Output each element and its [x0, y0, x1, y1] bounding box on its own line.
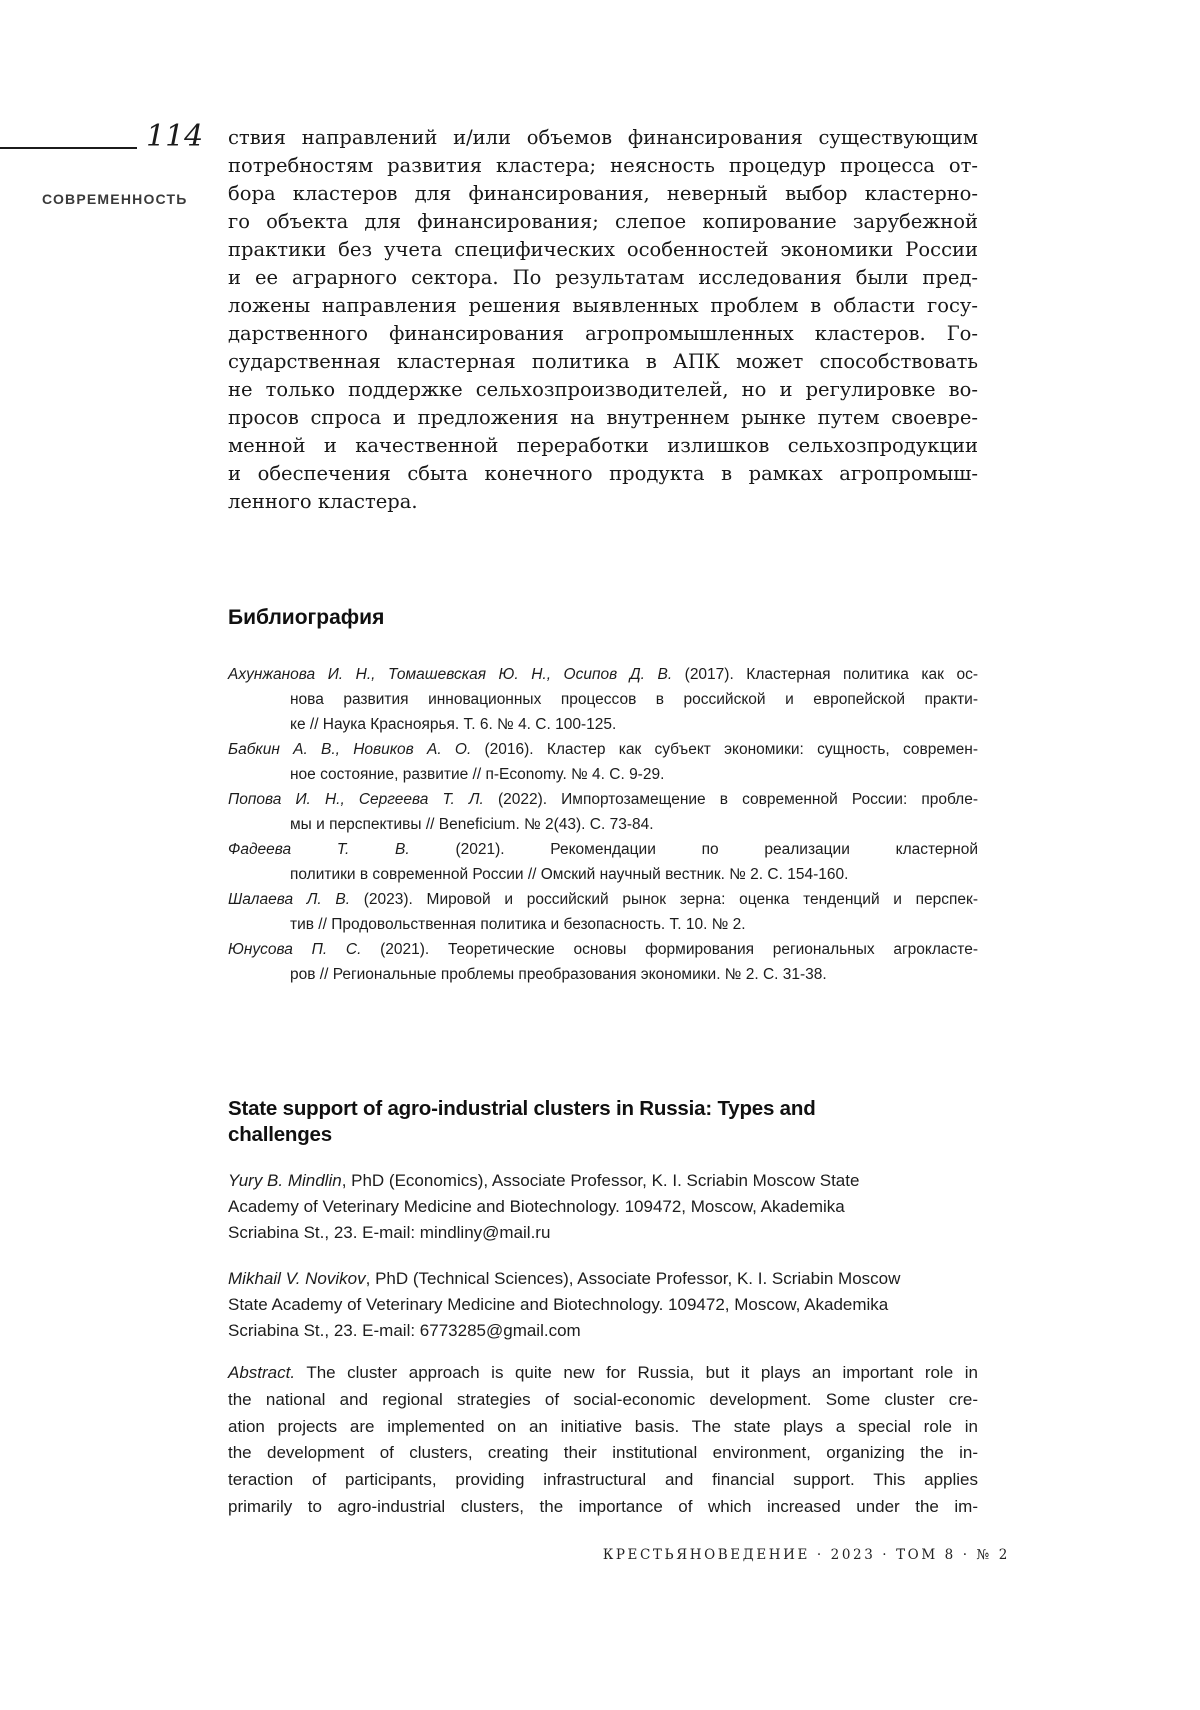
bibliography-entry	[228, 887, 978, 937]
bibliography-heading: Библиография	[228, 606, 385, 629]
author-affiliation-en	[228, 1168, 978, 1246]
bib-entry-line: ке // Наука Красноярья. Т. 6. № 4. С. 100-125.	[290, 716, 617, 733]
body-line: не только поддержке сельхозпроизводителей, но и регулировке во-	[228, 378, 978, 401]
bib-text: (2016). Кластер как субъект экономики: сущность, современ-	[471, 741, 978, 758]
body-line: сударственная кластерная политика в АПК может способствовать	[228, 350, 978, 373]
author-details: , PhD (Economics), Associate Professor, K. I. Scriabin Moscow State	[341, 1171, 860, 1190]
bibliography-list	[228, 662, 978, 987]
body-line: практики без учета специфических особенностей экономики России	[228, 238, 978, 261]
body-line: дарственного финансирования агропромышленных кластеров. Го-	[228, 322, 978, 345]
bibliography-entry	[228, 737, 978, 787]
bibliography-entry	[228, 787, 978, 837]
section-rubric: СОВРЕМЕННОСТЬ	[42, 191, 188, 207]
abstract-line: the development of clusters, creating their institutional environment, organizing the in-	[228, 1443, 978, 1463]
abstract-line: teraction of participants, providing infrastructural and financial support. This applies	[228, 1470, 978, 1490]
author-line	[228, 1266, 978, 1292]
bib-entry-line: ное состояние, развитие // п-Economy. № 4. С. 9-29.	[290, 766, 665, 783]
lead-paragraph	[228, 124, 978, 516]
abstract-text: The cluster approach is quite new for Russia, but it plays an important role in	[306, 1363, 978, 1382]
body-line: бора кластеров для финансирования, неверный выбор кластерно-	[228, 182, 978, 205]
english-title	[228, 1096, 998, 1148]
author-line: Scriabina St., 23. E-mail: mindliny@mail.ru	[228, 1223, 551, 1242]
body-line: менной и качественной переработки излишков сельхозпродукции	[228, 434, 978, 457]
bib-entry-line	[228, 887, 978, 912]
author-name: Mikhail V. Novikov	[228, 1269, 366, 1288]
abstract-line: ation projects are implemented on an initiative basis. The state plays a special role in	[228, 1416, 978, 1436]
bib-authors: Юнусова П. С.	[228, 941, 362, 958]
author-line	[228, 1168, 978, 1194]
body-line: просов спроса и предложения на внутреннем рынке путем своевре-	[228, 406, 978, 429]
bib-authors: Бабкин А. В., Новиков А. О.	[228, 741, 472, 758]
abstract-line	[228, 1360, 978, 1387]
bib-authors: Шалаева Л. В.	[228, 891, 351, 908]
abstract-line: primarily to agro-industrial clusters, the importance of which increased under the im-	[228, 1496, 978, 1516]
body-line: ложены направления решения выявленных проблем в области госу-	[228, 294, 978, 317]
bib-entry-line: ров // Региональные проблемы преобразования экономики. № 2. С. 31-38.	[290, 966, 827, 983]
bib-entry-line: тив // Продовольственная политика и безопасность. Т. 10. № 2.	[290, 916, 746, 933]
bibliography-entry	[228, 937, 978, 987]
body-line: ленного кластера.	[228, 490, 418, 513]
bib-entry-line	[228, 787, 978, 812]
bib-authors: Ахунжанова И. Н., Томашевская Ю. Н., Осипов Д. В.	[228, 666, 673, 683]
author-affiliation-en	[228, 1266, 978, 1344]
bib-entry-line: нова развития инновационных процессов в российской и европейской практи-	[290, 691, 978, 708]
bib-entry-line	[228, 737, 978, 762]
header-rule	[0, 147, 137, 149]
bib-text: (2022). Импортозамещение в современной России: пробле-	[483, 791, 978, 808]
bib-entry-line	[228, 662, 978, 687]
bib-authors: Попова И. Н., Сергеева Т. Л.	[228, 791, 484, 808]
body-line: го объекта для финансирования; слепое копирование зарубежной	[228, 210, 978, 233]
bib-entry-line	[228, 837, 978, 862]
body-line: и ее аграрного сектора. По результатам исследования были пред-	[228, 266, 978, 289]
bib-entry-line: политики в современной России // Омский научный вестник. № 2. С. 154-160.	[290, 866, 849, 883]
body-line: и обеспечения сбыта конечного продукта в рамках агропромыш-	[228, 462, 978, 485]
bib-text: (2023). Мировой и российский рынок зерна: оценка тенденций и перспек-	[350, 891, 978, 908]
author-details: , PhD (Technical Sciences), Associate Professor, K. I. Scriabin Moscow	[365, 1269, 901, 1288]
abstract-line: the national and regional strategies of social-economic development. Some cluster cre-	[228, 1389, 978, 1409]
abstract-label: Abstract.	[228, 1363, 296, 1382]
journal-footer: КРЕСТЬЯНОВЕДЕНИЕ · 2023 · ТОМ 8 · № 2	[602, 1547, 1010, 1563]
author-line: Academy of Veterinary Medicine and Biotechnology. 109472, Moscow, Akademika	[228, 1197, 845, 1216]
bib-entry-line: мы и перспективы // Beneficium. № 2(43). С. 73-84.	[290, 816, 654, 833]
bib-text: (2021). Теоретические основы формирования региональных агрокласте-	[361, 941, 978, 958]
bib-authors: Фадеева Т. В.	[228, 841, 410, 858]
author-line: Scriabina St., 23. E-mail: 6773285@gmail.com	[228, 1321, 581, 1340]
bibliography-entry	[228, 837, 978, 887]
author-line: State Academy of Veterinary Medicine and Biotechnology. 109472, Moscow, Akademika	[228, 1295, 889, 1314]
english-title-line: challenges	[228, 1123, 332, 1146]
body-line: потребностям развития кластера; неясность процедур процесса от-	[228, 154, 978, 177]
body-line: ствия направлений и/или объемов финансирования существующим	[228, 126, 978, 149]
bib-entry-line	[228, 937, 978, 962]
english-title-line: State support of agro-industrial clusters in Russia: Types and	[228, 1097, 816, 1120]
abstract-paragraph	[228, 1360, 978, 1521]
bibliography-entry	[228, 662, 978, 737]
page-number: 114	[146, 119, 204, 154]
author-name: Yury B. Mindlin	[228, 1171, 342, 1190]
bib-text: (2017). Кластерная политика как ос-	[672, 666, 978, 683]
bib-text: (2021). Рекомендации по реализации кластерной	[409, 841, 978, 858]
